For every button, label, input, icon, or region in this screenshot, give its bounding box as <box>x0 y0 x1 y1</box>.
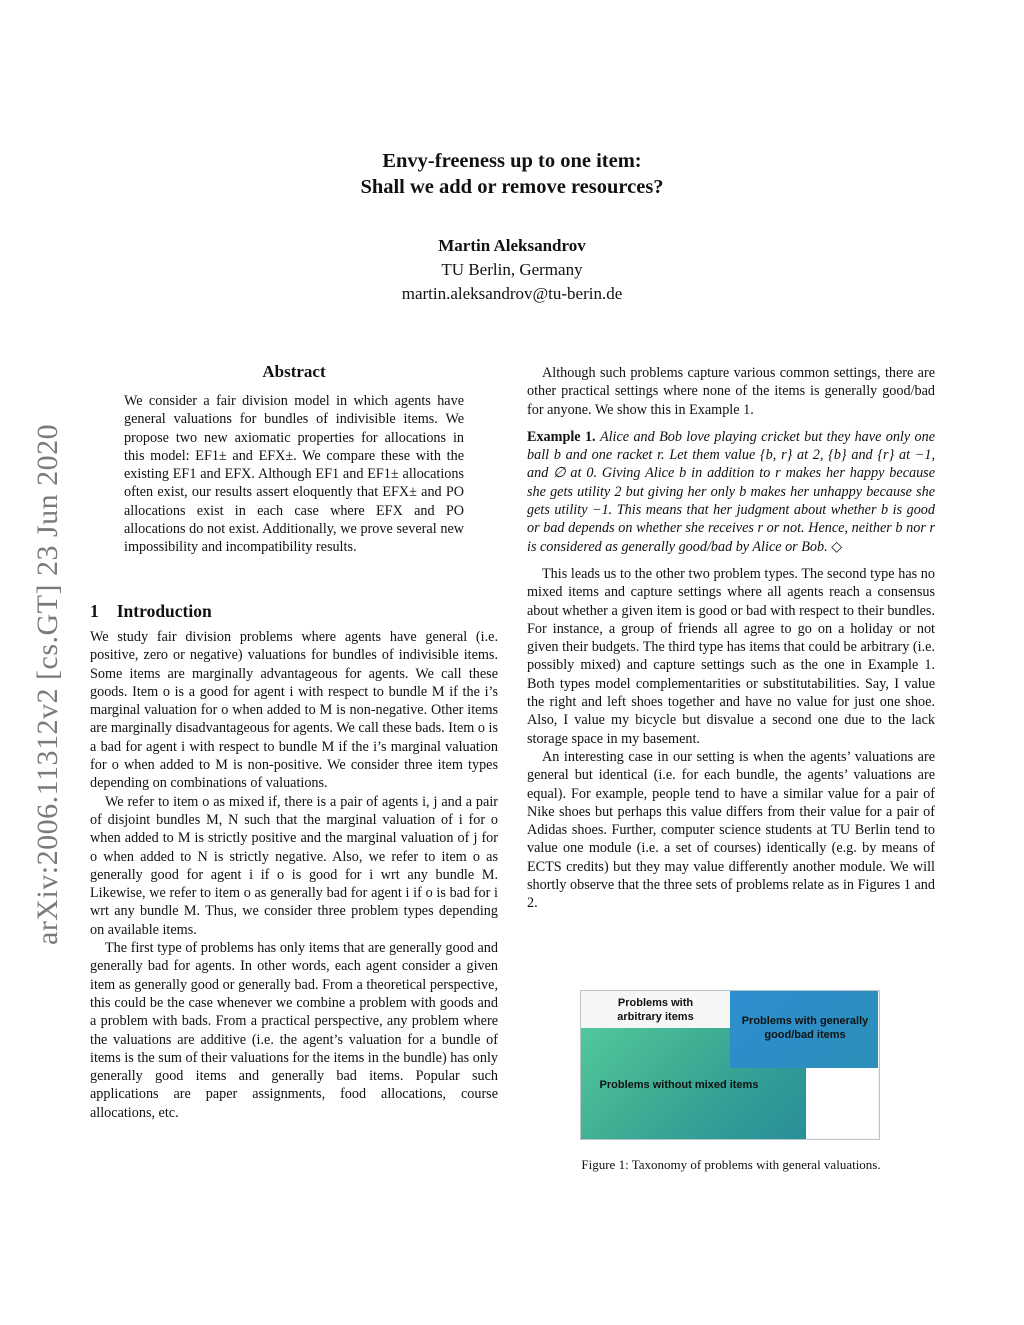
author-block <box>0 234 1024 306</box>
intro-paragraph-5: This leads us to the other two problem types. The second type has no mixed items and capture settings where all agents reach a consensus about whether a given item is good or bad with respect to their bundles. For instance, a group of friends all agree to go on a holiday or not given their budgets. The third type has items that could be arbitrary (i.e. possibly mixed) and capture settings such as the one in Example 1. Both types model complementarities or substitutabilities. Say, I value the right and left shoes together and have no value for just one shoe. Also, I value my bicycle but disvalue a second one due to the lack storage space in my basement. <box>527 565 935 747</box>
label-general-items: Problems with generally good/bad items <box>741 1015 869 1041</box>
paper-title <box>0 148 1024 200</box>
title-line-2: Shall we add or remove resources? <box>360 176 664 198</box>
right-column <box>527 364 935 913</box>
intro-paragraph-2: We refer to item o as mixed if, there is a pair of agents i, j and a pair of disjoint bundles M, N such that the marginal valuation of i for o when added to M is strictly positive and the marginal valuation of j for o when added to N is strictly negative. Also, we refer to item o as generally good for agent i if o is good for i wrt any bundle M. Likewise, we refer to item o as generally bad for agent i if o is bad for i wrt any bundle M. Thus, we consider three problem types depending on available items. <box>90 793 498 938</box>
intro-paragraph-4: Although such problems capture various common settings, there are other practical settings where none of the items is generally good/bad for anyone. We show this in Example 1. <box>527 365 935 418</box>
label-no-mixed-items: Problems without mixed items <box>599 1079 759 1091</box>
title-line-1: Envy-freeness up to one item: <box>382 150 642 172</box>
intro-paragraph-3: The first type of problems has only items that are generally good and generally bad for agents. In other words, each agent consider a given item as generally good or generally bad. From a theoretical perspective, this could be the case whenever we combine a problem with goods and a problem with bads. From a practical perspective, any problem where the valuations are additive (i.e. the agent’s valuation for a bundle of items is the sum of their valuations for the items in the bundle) has only generally good items and generally bad items. Popular such applications are paper assignments, food allocations, course allocations, etc. <box>90 940 498 1121</box>
abstract-text: We consider a fair division model in which agents have general valuations for bundles of indivisible items. We propose two new axiomatic properties for allocations in this model: EF1± and EFX±. We compare these with the existing EF1 and EFX. Although EF1 and EF1± allocations often exist, our results assert eloquently that EFX± and PO allocations exist in each case where EFX and PO allocations do not exist. Additionally, we prove several new impossibility and incompatibility results. <box>124 393 464 556</box>
author-email: martin.aleksandrov@tu-berin.de <box>401 284 623 303</box>
intro-paragraph-1: We study fair division problems where agents have general (i.e. positive, zero or negative) valuations for bundles of indivisible items. Some items are marginally advantageous for agents. We call these goods. Item o is a good for agent i with respect to bundle M if the i’s marginal valuation for o when added to M is non-negative. Other items are marginally disadvantageous for agents. We call these bads. Item o is a bad for agent i with respect to bundle M if the i’s marginal valuation for o when added to M is non-positive. We consider three item types depending on combinations of valuations. <box>90 629 498 792</box>
arxiv-identifier: arXiv:2006.11312v2 [cs.GT] 23 Jun 2020 <box>31 423 64 945</box>
taxonomy-diagram <box>580 990 880 1140</box>
author-affiliation: TU Berlin, Germany <box>441 260 583 279</box>
label-arbitrary-items: Problems with arbitrary items <box>617 997 694 1023</box>
example-text: Alice and Bob love playing cricket but they have only one ball b and one racket r. Let them value {b, r} at 2, {b} and {r} at −1, and ∅ at 0. Giving Alice b in addition to r makes her happy because she gets utility 2 but giving her only b makes her unhappy because she gets utility −1. This means that her judgment about whether b is good or bad depends on whether she receives r or not. Hence, neither b nor r is considered as generally good/bad by Alice or Bob. ◇ <box>527 428 935 555</box>
left-column <box>90 628 498 1122</box>
section-number: 1 <box>90 601 99 621</box>
figure-caption: Figure 1: Taxonomy of problems with general valuations. <box>581 1157 881 1172</box>
author-name: Martin Aleksandrov <box>438 236 586 255</box>
section-heading <box>90 601 212 622</box>
corner-blank-region <box>807 1068 878 1138</box>
section-title: Introduction <box>116 601 212 621</box>
abstract-heading: Abstract <box>262 362 326 381</box>
example-1 <box>527 428 935 556</box>
intro-paragraph-6: An interesting case in our setting is when the agents’ valuations are general but identical (i.e. for each bundle, the agents’ valuations are equal). For example, people tend to have a similar value for a pair of Nike shoes but perhaps this value differs from their value for a pair of Adidas shoes. Further, computer science students at TU Berlin tend to value one module (i.e. a set of courses) identically (e.g. by means of ECTS credits) but they may value differently another module. We will shortly observe that the three sets of problems relate as in Figures 1 and 2. <box>527 748 935 912</box>
example-heading: Example 1. <box>527 428 596 445</box>
